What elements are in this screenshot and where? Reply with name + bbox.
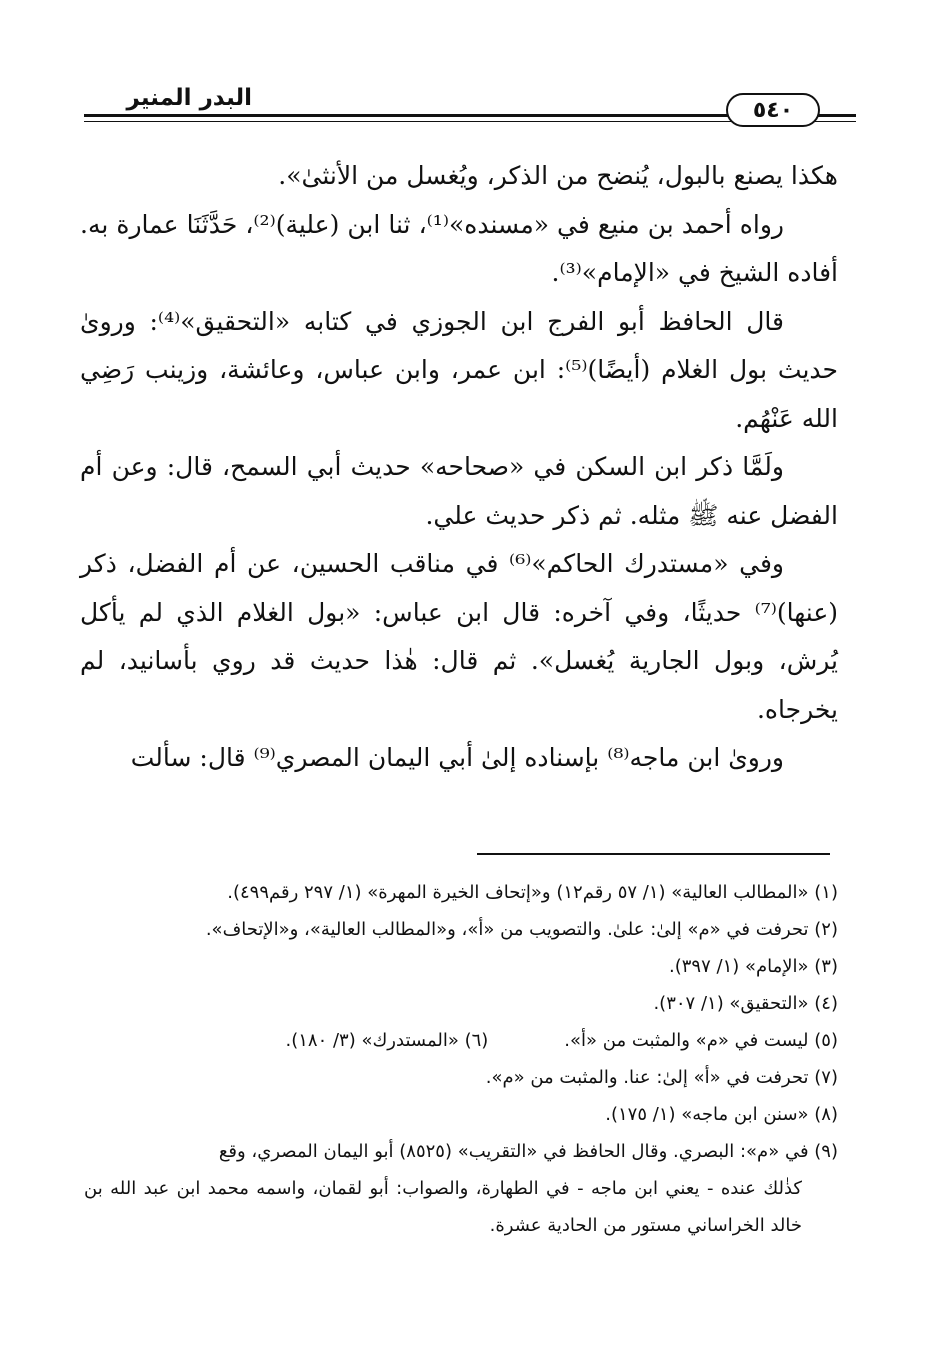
footnote-1: (١) «المطالب العالية» (١/ ٥٧ رقم١٢) و«إتحاف الخيرة المهرة» (١/ ٢٩٧ رقم٤٩٩). [227, 882, 838, 903]
paragraph-3: قال الحافظ أبو الفرج ابن الجوزي في كتابه «التحقيق»⁽⁴⁾: وروىٰ حديث بول الغلام (أيضًا)⁽⁵⁾: ابن عمر، وابن عباس، وعائشة، وزينب رَضِي الله عَنْهُم. [80, 306, 839, 433]
footnote-7: (٧) تحرفت في «أ» إلىٰ: عنا. والمثبت من «م». [485, 1067, 838, 1088]
footnote-5: (٥) ليست في «م» والمثبت من «أ». [564, 1030, 838, 1051]
footnote-3: (٣) «الإمام» (١/ ٣٩٧). [669, 956, 838, 977]
page-number-badge [726, 93, 820, 127]
footnote-2: (٢) تحرفت في «م» إلىٰ: علىٰ. والتصويب من «أ»، و«المطالب العالية»، و«الإتحاف». [205, 919, 838, 940]
footnote-6: (٦) «المستدرك» (٣/ ١٨٠). [285, 1030, 489, 1051]
paragraph-4: ولَمَّا ذكر ابن السكن في «صحاحه» حديث أبي السمح، قال: وعن أم الفضل عنه ﷺ مثله. ثم ذكر حديث علي. [80, 452, 838, 530]
footnote-9-continued: كذٰلك عنده - يعني ابن ماجه - في الطهارة، والصواب: أبو لقمان، واسمه محمد ابن عبد الله بن خالد الخراساني مستور من الحادية عشرة. [84, 1178, 802, 1236]
paragraph-6: وروىٰ ابن ماجه⁽⁸⁾ بإسناده إلىٰ أبي اليمان المصري⁽⁹⁾ قال: سألت [130, 743, 784, 772]
footnote-9: (٩) في «م»: البصري. وقال الحافظ في «التقريب» (٨٥٢٥) أبو اليمان المصري، وقع [218, 1141, 838, 1162]
paragraph-5: وفي «مستدرك الحاكم»⁽⁶⁾ في مناقب الحسين، عن أم الفضل، ذكر (عنها)⁽⁷⁾ حديثًا، وفي آخره: قال ابن عباس: «بول الغلام الذي لم يأكل يُرش، وبول الجارية يُغسل». ثم قال: هٰذا حديث قد روي بأسانيد، لم يخرجاه. [80, 549, 838, 724]
page-number: ٥٤٠ [752, 97, 794, 123]
paragraph-2: رواه أحمد بن منيع في «مسنده»⁽¹⁾، ثنا ابن (علية)⁽²⁾، حَدَّثَنَا عمارة به. أفاده الشيخ في «الإمام»⁽³⁾. [80, 209, 838, 287]
running-header-title: البدر المنير [126, 85, 252, 111]
footnote-8: (٨) «سنن ابن ماجه» (١/ ١٧٥). [605, 1104, 838, 1125]
main-text [80, 152, 838, 783]
paragraph-1: هكذا يصنع بالبول، يُنضح من الذكر، ويُغسل من الأنثىٰ». [278, 161, 838, 190]
footnote-4: (٤) «التحقيق» (١/ ٣٠٧). [653, 993, 838, 1014]
footnotes [84, 874, 838, 1244]
footnote-row-5-6 [84, 1022, 838, 1059]
footnote-separator [477, 853, 830, 855]
